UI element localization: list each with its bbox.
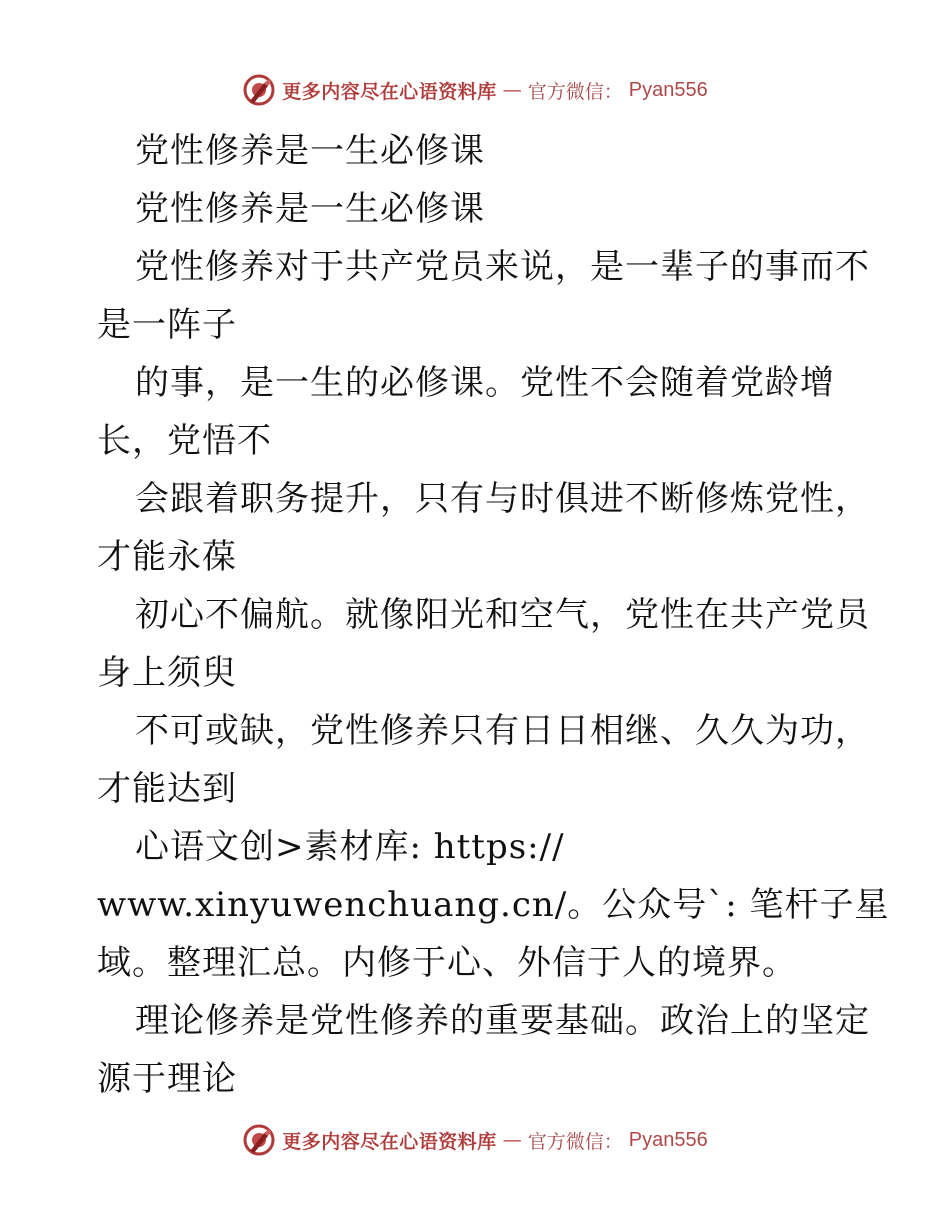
header-brand-text: 更多内容尽在心语资料库 (282, 80, 497, 103)
pen-logo-icon (242, 73, 276, 107)
body-line: 理论修养是党性修养的重要基础。政治上的坚定 (135, 1001, 870, 1041)
header-dash: — (502, 79, 522, 101)
document-body (97, 122, 890, 1108)
body-line: 才能达到 (97, 769, 237, 809)
footer-brand-text: 更多内容尽在心语资料库 (282, 1130, 497, 1153)
footer-wechat-label: 官方微信： (527, 1130, 623, 1153)
header-banner (0, 70, 950, 110)
header-wechat-id: Pyan556 (628, 78, 708, 101)
body-line: 才能永葆 (97, 537, 237, 577)
body-line: 长，党悟不 (97, 421, 272, 461)
body-line-source: 心语文创>素材库: https:// (135, 827, 565, 867)
body-line: 身上须臾 (97, 653, 237, 693)
footer-banner (0, 1120, 950, 1160)
body-line: 的事，是一生的必修课。党性不会随着党龄增 (135, 363, 835, 403)
body-line-title-1: 党性修养是一生必修课 (135, 131, 485, 171)
body-line-url: www.xinyuwenchuang.cn/。公众号`: 笔杆子星 (97, 885, 890, 925)
body-line: 源于理论 (97, 1059, 237, 1099)
body-line-title-2: 党性修养是一生必修课 (135, 189, 485, 229)
body-line: 域。整理汇总。内修于心、外信于人的境界。 (97, 943, 797, 983)
footer-wechat-id: Pyan556 (628, 1128, 708, 1151)
body-line: 初心不偏航。就像阳光和空气，党性在共产党员 (135, 595, 870, 635)
body-line: 是一阵子 (97, 305, 237, 345)
body-line: 不可或缺，党性修养只有日日相继、久久为功， (135, 711, 870, 751)
body-line: 党性修养对于共产党员来说，是一辈子的事而不 (135, 247, 870, 287)
pen-logo-icon (242, 1123, 276, 1157)
header-wechat-label: 官方微信： (527, 80, 623, 103)
body-line: 会跟着职务提升，只有与时俱进不断修炼党性， (135, 479, 870, 519)
footer-dash: — (502, 1129, 522, 1151)
